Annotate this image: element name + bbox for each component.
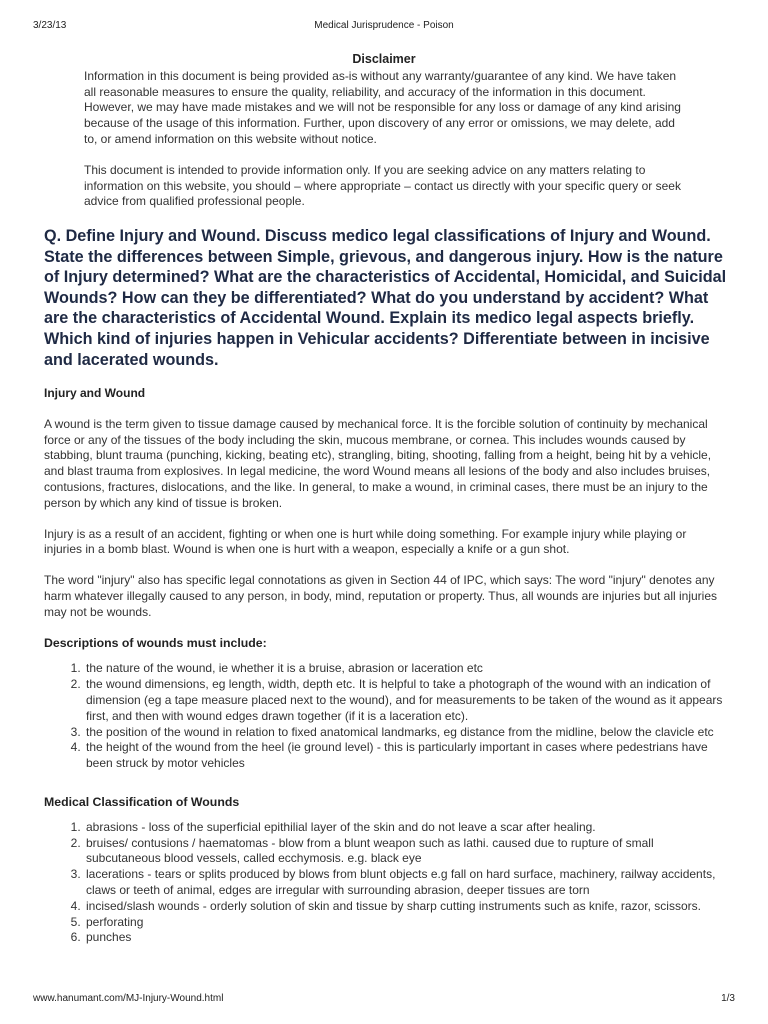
body-paragraph: A wound is the term given to tissue damage caused by mechanical force. It is the forcible solution of continuity by mechanical force or any of the tissues of the body including the skin, mucous membrane, or cornea. This includes wounds caused by stabbing, blunt trauma (punching, kicking, beating etc), strangling, biting, shooting, falling from a height, being hit by a vehicle, and blast trauma from explosives. In legal medicine, the word Wound means all lesions of the body and also includes bruises, contusions, fractures, dislocations, and the like. In general, to make a wound, in criminal cases, there must be an injury to the person by which any kind of tissue is broken. [44, 416, 712, 510]
list-item: 4. the height of the wound from the heel (ie ground level) - this is particularly important in cases where pedestrians have been struck by motor vehicles [84, 740, 724, 772]
list-item: 1. the nature of the wound, ie whether it is a bruise, abrasion or laceration etc [84, 661, 724, 677]
list-item: 3. the position of the wound in relation to fixed anatomical landmarks, eg distance from the midline, below the clavicle etc [84, 725, 724, 741]
main-content [44, 386, 724, 946]
descriptions-list [44, 661, 724, 772]
disclaimer-heading: Disclaimer [352, 52, 416, 66]
page-footer [33, 993, 735, 1007]
list-item: 5. perforating [84, 915, 724, 931]
list-item: 6. punches [84, 930, 724, 946]
disclaimer-paragraph: This document is intended to provide information only. If you are seeking advice on any matters relating to information on this website, you should – where appropriate – contact us directly with your specific query or seek advice from qualified professional people. [84, 162, 681, 209]
list-item: 1. abrasions - loss of the superficial epithilial layer of the skin and do not leave a scar after healing. [84, 820, 724, 836]
page-number: 1/3 [721, 993, 735, 1004]
footer-url: www.hanumant.com/MJ-Injury-Wound.html [33, 993, 224, 1004]
section-heading-descriptions: Descriptions of wounds must include: [44, 635, 267, 650]
body-paragraph: The word "injury" also has specific legal connotations as given in Section 44 of IPC, which says: The word "injury" denotes any harm whatever illegally caused to any person, in body, mind, reputation or property. Thus, all wounds are injuries but all injuries may not be wounds. [44, 573, 718, 619]
list-item: 2. the wound dimensions, eg length, width, depth etc. It is helpful to take a photograph of the wound with an indication of dimension (eg a tape measure placed next to the wound), and for measurements to be taken of the wound as it appears first, and then with wound edges drawn together (if it is a laceration etc). [84, 677, 724, 724]
classification-list [44, 820, 724, 946]
page-header-title: Medical Jurisprudence - Poison [314, 20, 454, 31]
print-date: 3/23/13 [33, 20, 67, 31]
list-item: 2. bruises/ contusions / haematomas - blow from a blunt weapon such as lathi. caused due to rupture of small subcutaneous blood vessels, called ecchymosis. e.g. black eye [84, 836, 724, 868]
section-heading-medical-classification: Medical Classification of Wounds [44, 794, 240, 809]
body-paragraph: Injury is as a result of an accident, fighting or when one is hurt while doing something. For example injury while playing or injuries in a bomb blast. Wound is when one is hurt with a weapon, especially a knife or a gun shot. [44, 526, 687, 557]
disclaimer-paragraph: Information in this document is being provided as-is without any warranty/guarantee of any kind. We have taken all reasonable measures to ensure the quality, reliability, and accuracy of the information in this document. However, we may have made mistakes and we will not be responsible for any loss or damage of any kind arising because of the usage of this information. Further, upon discovery of any error or omissions, we may delete, add to, or amend information on this website without notice. [84, 68, 681, 146]
list-item: 3. lacerations - tears or splits produced by blows from blunt objects e.g fall on hard surface, machinery, railway accidents, claws or teeth of animal, edges are irregular with surrounding abrasion, deeper tissues are torn [84, 867, 724, 899]
list-item: 4. incised/slash wounds - orderly solution of skin and tissue by sharp cutting instruments such as knife, razor, scissors. [84, 899, 724, 915]
page-header [33, 20, 735, 34]
section-heading-injury-and-wound: Injury and Wound [44, 386, 146, 400]
question-heading: Q. Define Injury and Wound. Discuss medico legal classifications of Injury and Wound. State the differences between Simple, grievous, and dangerous injury. How is the nature of Injury determined? What are the characteristics of Accidental, Homicidal, and Suicidal Wounds? How can they be differentiated? What do you understand by accident? What are the characteristics of Accidental Wound. Explain its medico legal aspects briefly. Which kind of injuries happen in Vehicular accidents? Differentiate between in incisive and lacerated wounds. [44, 227, 727, 369]
disclaimer-block [84, 52, 684, 225]
